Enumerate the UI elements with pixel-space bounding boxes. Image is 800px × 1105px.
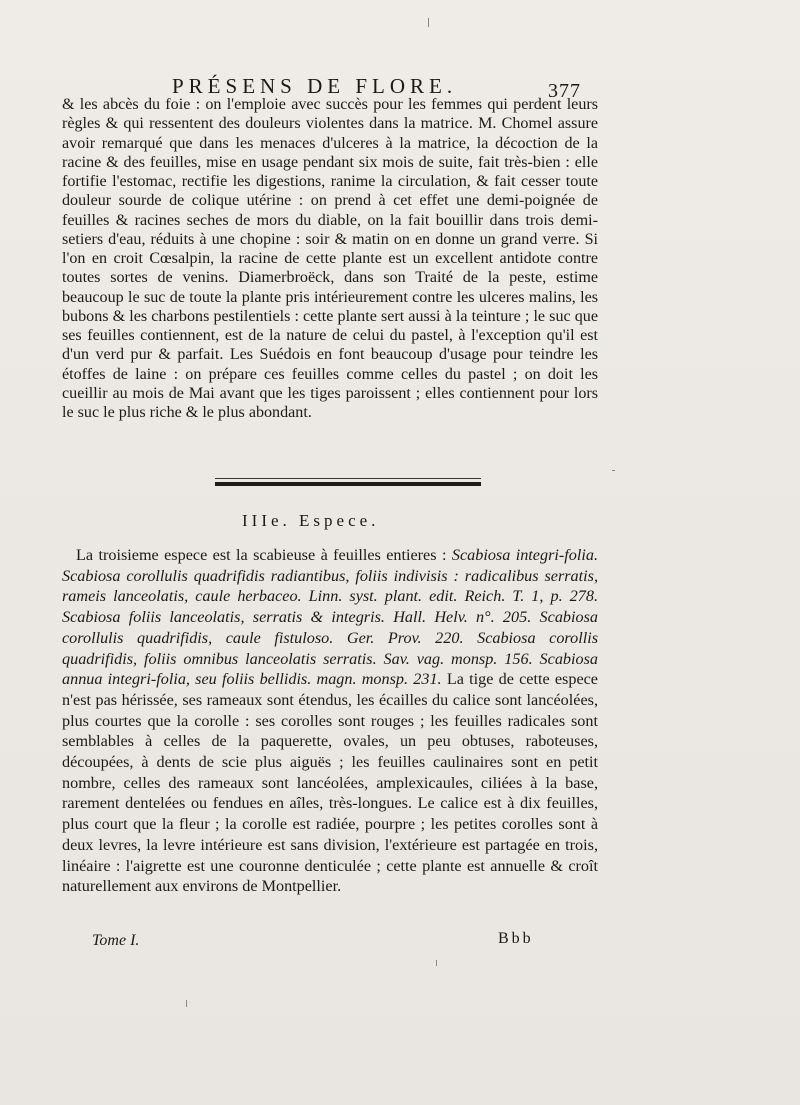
- species-paragraph: [62, 545, 598, 897]
- paper-speck: [186, 1000, 187, 1007]
- species-description: La tige de cette espece n'est pas hérissée, ses rameaux sont étendus, les écailles du calice sont lancéolées, plus courtes que la corolle : ses corolles sont rouges ; les feuilles radicales sont semblables à celles de la paquerette, ovales, un peu obtuses, raboteuses, découpées, à dents de scie plus aiguës ; les feuilles caulinaires sont en petit nombre, celles des rameaux sont lancéolées, amplexicaules, ciliées à la base, rarement dentelées ou fendues en aîles, très-longues. Le calice est à dix feuilles, plus court que la fleur ; la corolle est radiée, pourpre ; les petites corolles sont à deux levres, la levre intérieure est sans division, l'extérieure est partagée en trois, linéaire : l'aigrette est une couronne denticulée ; cette plante est annuelle & croît naturellement aux environs de Montpellier.: [62, 670, 598, 896]
- running-head: PRÉSENS DE FLORE.: [172, 74, 458, 98]
- paper-speck: [428, 18, 429, 27]
- paper-speck: [612, 470, 615, 471]
- page-number: 377: [548, 80, 581, 102]
- volume-mark: Tome I.: [92, 932, 140, 949]
- signature-mark: Bbb: [498, 930, 534, 947]
- ornamental-rule: [215, 482, 481, 486]
- latin-synonyms: Scabiosa integri-folia. Scabiosa corollulis quadrifidis radiantibus, foliis indivisis : radicalibus serratis, rameis lanceolatis, caule herbaceo. Linn. syst. plant. edit. Reich. T. 1, p. 278. Scabiosa foliis lanceolatis, serratis & integris. Hall. Helv. n°. 205. Scabiosa corollulis quadrifidis, caule fistuloso. Ger. Prov. 220. Scabiosa corollis quadrifidis, foliis omnibus lanceolatis serratis. Sav. vag. monsp. 156. Scabiosa annua integri-folia, seu foliis bellidis. magn. monsp. 231.: [62, 546, 598, 689]
- paper-speck: [436, 960, 437, 966]
- section-heading: IIIe. Espece.: [242, 511, 380, 530]
- paragraph-continued: & les abcès du foie : on l'emploie avec succès pour les femmes qui perdent leurs règles & qui ressentent des douleurs violentes dans la matrice. M. Chomel assure avoir remarqué que dans les menaces d'ulceres à la matrice, la décoction de la racine & des feuilles, mise en usage pendant six mois de suite, fait très-bien : elle fortifie l'estomac, rectifie les digestions, ranime la circulation, & fait cesser toute douleur sourde de colique utérine : on prend à cet effet une demi-poignée de feuilles & racines seches de mors du diable, on la fait bouillir dans trois demi-setiers d'eau, réduits à une chopine : soir & matin on en donne un grand verre. Si l'on en croit Cœsalpin, la racine de cette plante est un excellent antidote contre toutes sortes de venins. Diamerbroëck, dans son Traité de la peste, estime beaucoup le suc de toute la plante pris intérieurement contre les ulceres malins, les bubons & les charbons pestilentiels : cette plante sert aussi à la teinture ; le suc que ses feuilles contiennent, est de la nature de celui du pastel, à l'exception qu'il est d'un verd pur & parfait. Les Suédois en font beaucoup d'usage pour teindre les étoffes de laine : on prépare ces feuilles comme celles du pastel ; on doit les cueillir au mois de Mai avant que les tiges paroissent ; elles contiennent pour lors le suc le plus riche & le plus abondant.: [62, 96, 598, 421]
- species-intro: La troisieme espece est la scabieuse à feuilles entieres :: [76, 546, 452, 564]
- ornamental-rule-thin: [215, 478, 481, 479]
